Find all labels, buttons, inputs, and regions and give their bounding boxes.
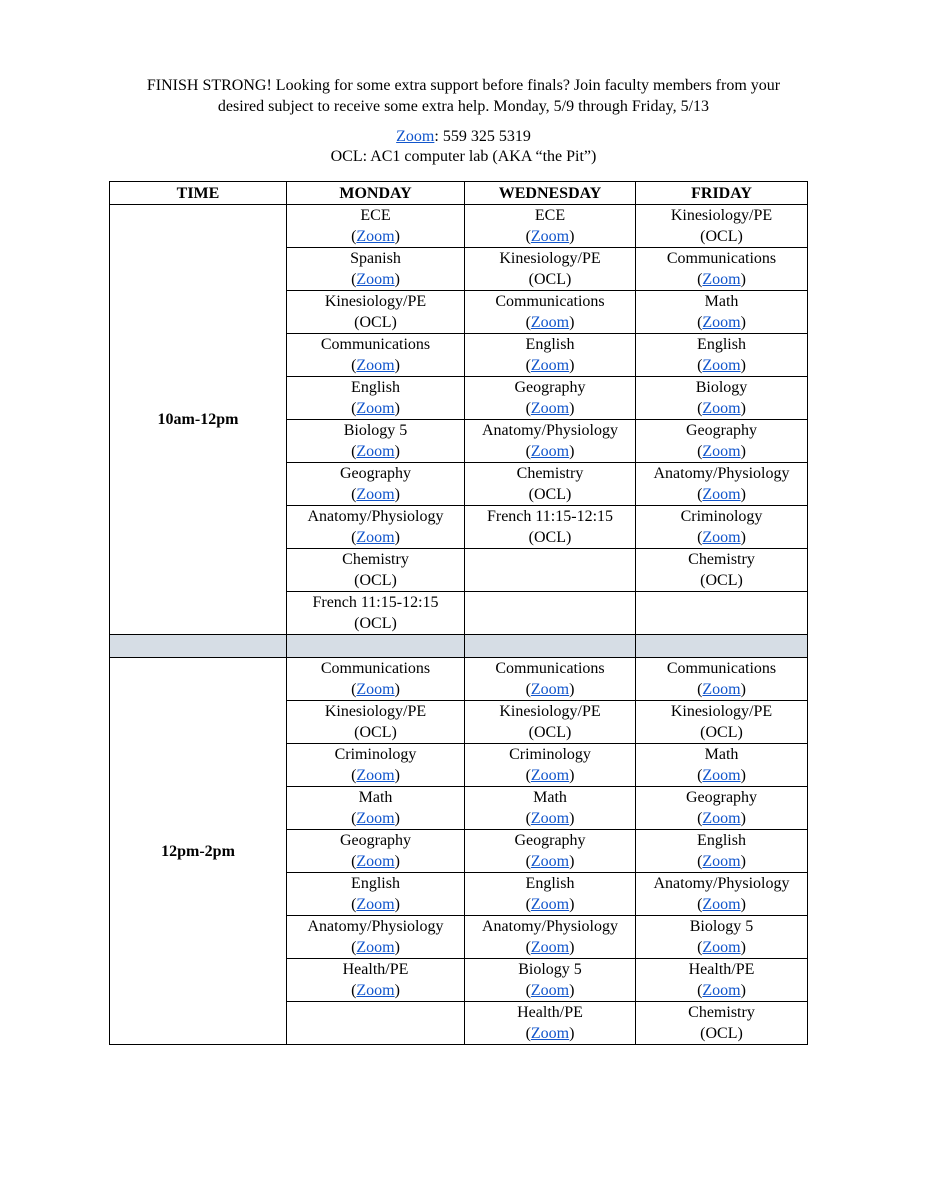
zoom-link[interactable]: Zoom <box>702 357 741 374</box>
zoom-link[interactable]: Zoom <box>702 314 741 331</box>
session-cell-monday <box>287 248 465 291</box>
location-wrap: (OCL) <box>354 615 397 632</box>
separator-row <box>110 635 808 658</box>
zoom-link[interactable]: Zoom <box>356 896 395 913</box>
location-wrap: (Zoom) <box>697 853 746 870</box>
location-wrap: (Zoom) <box>697 443 746 460</box>
zoom-link[interactable]: Zoom <box>396 128 435 145</box>
session-cell-friday <box>636 248 808 291</box>
subject-name: French 11:15-12:15 <box>486 508 614 525</box>
location-wrap: (Zoom) <box>351 810 400 827</box>
header-monday: MONDAY <box>287 182 465 205</box>
separator-cell <box>636 635 808 658</box>
subject-name: Geography <box>514 379 586 396</box>
zoom-link[interactable]: Zoom <box>356 853 395 870</box>
subject-name: Geography <box>339 832 412 849</box>
subject-name: Kinesiology/PE <box>670 207 773 224</box>
location-wrap: (Zoom) <box>697 486 746 503</box>
contact-info <box>100 127 827 167</box>
location-wrap: (Zoom) <box>351 853 400 870</box>
location-wrap: (Zoom) <box>525 443 575 460</box>
location-wrap: (Zoom) <box>351 896 400 913</box>
subject-name: Criminology <box>334 746 417 763</box>
location-wrap: (Zoom) <box>351 271 400 288</box>
location-wrap: (Zoom) <box>697 271 746 288</box>
zoom-link[interactable]: Zoom <box>530 357 570 374</box>
zoom-link[interactable]: Zoom <box>356 681 395 698</box>
session-cell-wednesday <box>465 787 636 830</box>
zoom-link[interactable]: Zoom <box>530 314 570 331</box>
zoom-link[interactable]: Zoom <box>702 271 741 288</box>
session-cell-friday <box>636 959 808 1002</box>
subject-name: Anatomy/Physiology <box>653 465 790 482</box>
location-wrap: (Zoom) <box>525 681 575 698</box>
zoom-link[interactable]: Zoom <box>702 400 741 417</box>
subject-name: Communications <box>320 336 431 353</box>
subject-name: Geography <box>685 422 758 439</box>
intro-line-2: desired subject to receive some extra help. Monday, 5/9 through Friday, 5/13 <box>217 98 710 115</box>
subject-name: Biology <box>695 379 748 396</box>
subject-name: Kinesiology/PE <box>670 703 773 720</box>
subject-name: Communications <box>666 250 777 267</box>
location-wrap: (OCL) <box>528 529 572 546</box>
session-cell-wednesday <box>465 248 636 291</box>
location-wrap: (OCL) <box>700 572 743 589</box>
subject-name: Kinesiology/PE <box>499 703 601 720</box>
header-time: TIME <box>110 182 287 205</box>
location-wrap: (OCL) <box>528 486 572 503</box>
session-cell-monday <box>287 701 465 744</box>
session-cell-friday <box>636 658 808 701</box>
location-wrap: (OCL) <box>354 724 397 741</box>
location-wrap: (Zoom) <box>525 853 575 870</box>
session-cell-wednesday <box>465 506 636 549</box>
location-label: OCL <box>534 724 566 741</box>
session-cell-wednesday <box>465 463 636 506</box>
location-label: OCL <box>359 572 392 589</box>
session-cell-wednesday <box>465 592 636 635</box>
subject-name: English <box>697 336 746 353</box>
subject-name: Biology 5 <box>689 918 754 935</box>
location-wrap: (Zoom) <box>697 982 746 999</box>
location-wrap: (OCL) <box>700 228 743 245</box>
session-cell-monday <box>287 1002 465 1045</box>
zoom-link[interactable]: Zoom <box>356 486 395 503</box>
location-label: OCL <box>534 529 566 546</box>
zoom-link[interactable]: Zoom <box>530 681 570 698</box>
zoom-link[interactable]: Zoom <box>702 529 741 546</box>
zoom-link[interactable]: Zoom <box>356 939 395 956</box>
subject-name: Geography <box>339 465 412 482</box>
subject-name: Communications <box>320 660 431 677</box>
time-slot: 10am-12pm <box>110 205 287 635</box>
session-cell-monday <box>287 420 465 463</box>
zoom-link[interactable]: Zoom <box>356 443 395 460</box>
subject-name: Communications <box>495 293 605 310</box>
separator-cell <box>110 635 287 658</box>
zoom-link[interactable]: Zoom <box>530 810 570 827</box>
zoom-link[interactable]: Zoom <box>356 271 395 288</box>
session-cell-friday <box>636 205 808 248</box>
session-cell-monday <box>287 463 465 506</box>
session-cell-monday <box>287 744 465 787</box>
location-wrap: (Zoom) <box>697 767 746 784</box>
session-cell-wednesday <box>465 959 636 1002</box>
zoom-link[interactable]: Zoom <box>530 982 570 999</box>
location-wrap: (OCL) <box>354 572 397 589</box>
subject-name: Geography <box>514 832 586 849</box>
location-label: OCL <box>534 271 566 288</box>
subject-name: Biology 5 <box>518 961 582 978</box>
session-cell-friday <box>636 701 808 744</box>
subject-name: Kinesiology/PE <box>499 250 601 267</box>
location-wrap: (OCL) <box>528 724 572 741</box>
session-cell-wednesday <box>465 1002 636 1045</box>
subject-name: ECE <box>534 207 566 224</box>
location-wrap: (Zoom) <box>525 767 575 784</box>
subject-name: Kinesiology/PE <box>324 293 427 310</box>
header-wednesday: WEDNESDAY <box>465 182 636 205</box>
zoom-link[interactable]: Zoom <box>530 896 570 913</box>
session-cell-wednesday <box>465 549 636 592</box>
session-cell-friday <box>636 592 808 635</box>
session-cell-friday <box>636 334 808 377</box>
location-label: OCL <box>359 724 392 741</box>
session-cell-friday <box>636 377 808 420</box>
subject-name: Criminology <box>509 746 591 763</box>
zoom-link[interactable]: Zoom <box>356 810 395 827</box>
location-label: OCL <box>705 228 738 245</box>
subject-name: English <box>525 875 575 892</box>
subject-name: Math <box>704 746 739 763</box>
session-cell-friday <box>636 420 808 463</box>
location-wrap: (OCL) <box>700 724 743 741</box>
session-cell-wednesday <box>465 701 636 744</box>
zoom-link[interactable]: Zoom <box>702 939 741 956</box>
location-wrap: (OCL) <box>354 314 397 331</box>
session-cell-monday <box>287 377 465 420</box>
session-cell-wednesday <box>465 744 636 787</box>
session-cell-friday <box>636 463 808 506</box>
zoom-link[interactable]: Zoom <box>530 767 570 784</box>
subject-name: Math <box>533 789 567 806</box>
subject-name: Chemistry <box>688 551 755 568</box>
location-wrap: (Zoom) <box>697 810 746 827</box>
session-cell-monday <box>287 959 465 1002</box>
session-cell-monday <box>287 916 465 959</box>
location-wrap: (Zoom) <box>697 939 746 956</box>
location-wrap: (Zoom) <box>525 982 575 999</box>
session-cell-friday <box>636 549 808 592</box>
subject-name: Chemistry <box>516 465 584 482</box>
session-cell-friday <box>636 744 808 787</box>
location-wrap: (Zoom) <box>351 486 400 503</box>
subject-name: Anatomy/Physiology <box>307 918 444 935</box>
session-cell-friday <box>636 291 808 334</box>
location-label: OCL <box>705 572 738 589</box>
location-wrap: (Zoom) <box>351 400 400 417</box>
ocl-info: OCL: AC1 computer lab (AKA “the Pit”) <box>330 148 597 165</box>
session-cell-monday <box>287 658 465 701</box>
location-wrap: (Zoom) <box>351 443 400 460</box>
location-wrap: (Zoom) <box>525 228 575 245</box>
zoom-link[interactable]: Zoom <box>702 853 741 870</box>
subject-name: Communications <box>495 660 605 677</box>
session-cell-wednesday <box>465 334 636 377</box>
subject-name: Criminology <box>680 508 763 525</box>
session-cell-monday <box>287 592 465 635</box>
session-cell-monday <box>287 205 465 248</box>
location-label: OCL <box>705 724 738 741</box>
zoom-link[interactable]: Zoom <box>356 529 395 546</box>
location-wrap: (Zoom) <box>351 228 400 245</box>
location-label: OCL <box>534 486 566 503</box>
zoom-link[interactable]: Zoom <box>530 443 570 460</box>
subject-name: English <box>697 832 746 849</box>
session-cell-wednesday <box>465 830 636 873</box>
session-cell-monday <box>287 830 465 873</box>
session-cell-friday <box>636 830 808 873</box>
location-label: OCL <box>359 314 392 331</box>
location-wrap: (Zoom) <box>351 529 400 546</box>
session-cell-monday <box>287 873 465 916</box>
location-wrap: (OCL) <box>528 271 572 288</box>
separator-cell <box>465 635 636 658</box>
location-wrap: (Zoom) <box>351 357 400 374</box>
separator-cell <box>287 635 465 658</box>
location-wrap: (Zoom) <box>697 896 746 913</box>
zoom-link[interactable]: Zoom <box>356 982 395 999</box>
zoom-link[interactable]: Zoom <box>530 853 570 870</box>
location-wrap: (Zoom) <box>351 767 400 784</box>
intro-line-1: FINISH STRONG! Looking for some extra support before finals? Join faculty members from your <box>146 77 781 94</box>
zoom-link[interactable]: Zoom <box>356 228 395 245</box>
subject-name: French 11:15-12:15 <box>312 594 439 611</box>
subject-name: Health/PE <box>342 961 409 978</box>
subject-name: ECE <box>360 207 391 224</box>
subject-name: Geography <box>685 789 758 806</box>
zoom-link[interactable]: Zoom <box>356 767 395 784</box>
session-cell-wednesday <box>465 420 636 463</box>
location-wrap: (Zoom) <box>525 810 575 827</box>
location-wrap: (Zoom) <box>697 529 746 546</box>
location-wrap: (Zoom) <box>351 982 400 999</box>
zoom-link[interactable]: Zoom <box>356 400 395 417</box>
zoom-link[interactable]: Zoom <box>530 228 570 245</box>
subject-name: Health/PE <box>688 961 755 978</box>
location-wrap: (Zoom) <box>525 314 575 331</box>
location-wrap: (Zoom) <box>525 896 575 913</box>
location-wrap: (Zoom) <box>697 314 746 331</box>
subject-name: Anatomy/Physiology <box>481 918 618 935</box>
session-cell-wednesday <box>465 291 636 334</box>
session-cell-wednesday <box>465 205 636 248</box>
zoom-link[interactable]: Zoom <box>702 767 741 784</box>
location-label: OCL <box>705 1025 738 1042</box>
subject-name: Anatomy/Physiology <box>307 508 444 525</box>
session-cell-friday <box>636 873 808 916</box>
zoom-number: : 559 325 5319 <box>434 128 531 145</box>
subject-name: Anatomy/Physiology <box>481 422 618 439</box>
subject-name: Kinesiology/PE <box>324 703 427 720</box>
intro-text <box>100 75 827 117</box>
location-wrap: (Zoom) <box>697 357 746 374</box>
session-cell-friday <box>636 1002 808 1045</box>
table-row <box>110 205 808 248</box>
session-cell-wednesday <box>465 658 636 701</box>
schedule-table <box>109 181 808 1045</box>
location-wrap: (OCL) <box>700 1025 743 1042</box>
location-wrap: (Zoom) <box>697 681 746 698</box>
subject-name: English <box>351 875 400 892</box>
session-cell-wednesday <box>465 916 636 959</box>
header-friday: FRIDAY <box>636 182 808 205</box>
subject-name: Anatomy/Physiology <box>653 875 790 892</box>
location-wrap: (Zoom) <box>525 1025 575 1042</box>
zoom-link[interactable]: Zoom <box>702 681 741 698</box>
zoom-link[interactable]: Zoom <box>530 939 570 956</box>
zoom-link[interactable]: Zoom <box>702 486 741 503</box>
subject-name: English <box>351 379 400 396</box>
location-wrap: (Zoom) <box>697 400 746 417</box>
subject-name: Biology 5 <box>343 422 408 439</box>
subject-name: Spanish <box>350 250 401 267</box>
zoom-link[interactable]: Zoom <box>702 982 741 999</box>
session-cell-wednesday <box>465 873 636 916</box>
time-slot: 12pm-2pm <box>110 658 287 1045</box>
zoom-info <box>100 127 827 147</box>
session-cell-wednesday <box>465 377 636 420</box>
zoom-link[interactable]: Zoom <box>530 1025 570 1042</box>
session-cell-friday <box>636 916 808 959</box>
location-wrap: (Zoom) <box>351 939 400 956</box>
zoom-link[interactable]: Zoom <box>702 810 741 827</box>
session-cell-monday <box>287 291 465 334</box>
session-cell-monday <box>287 549 465 592</box>
location-wrap: (Zoom) <box>351 681 400 698</box>
header-row <box>110 182 808 205</box>
subject-name: Communications <box>666 660 777 677</box>
zoom-link[interactable]: Zoom <box>356 357 395 374</box>
subject-name: Chemistry <box>688 1004 755 1021</box>
location-wrap: (Zoom) <box>525 357 575 374</box>
location-wrap: (Zoom) <box>525 939 575 956</box>
subject-name: Math <box>704 293 739 310</box>
location-label: OCL <box>359 615 392 632</box>
zoom-link[interactable]: Zoom <box>702 443 741 460</box>
session-cell-monday <box>287 787 465 830</box>
table-row <box>110 658 808 701</box>
location-wrap: (Zoom) <box>525 400 575 417</box>
zoom-link[interactable]: Zoom <box>702 896 741 913</box>
session-cell-friday <box>636 506 808 549</box>
session-cell-monday <box>287 334 465 377</box>
session-cell-monday <box>287 506 465 549</box>
subject-name: Health/PE <box>517 1004 583 1021</box>
schedule-body <box>110 205 808 1045</box>
subject-name: English <box>525 336 575 353</box>
subject-name: Math <box>358 789 393 806</box>
session-cell-friday <box>636 787 808 830</box>
zoom-link[interactable]: Zoom <box>530 400 570 417</box>
subject-name: Chemistry <box>342 551 409 568</box>
